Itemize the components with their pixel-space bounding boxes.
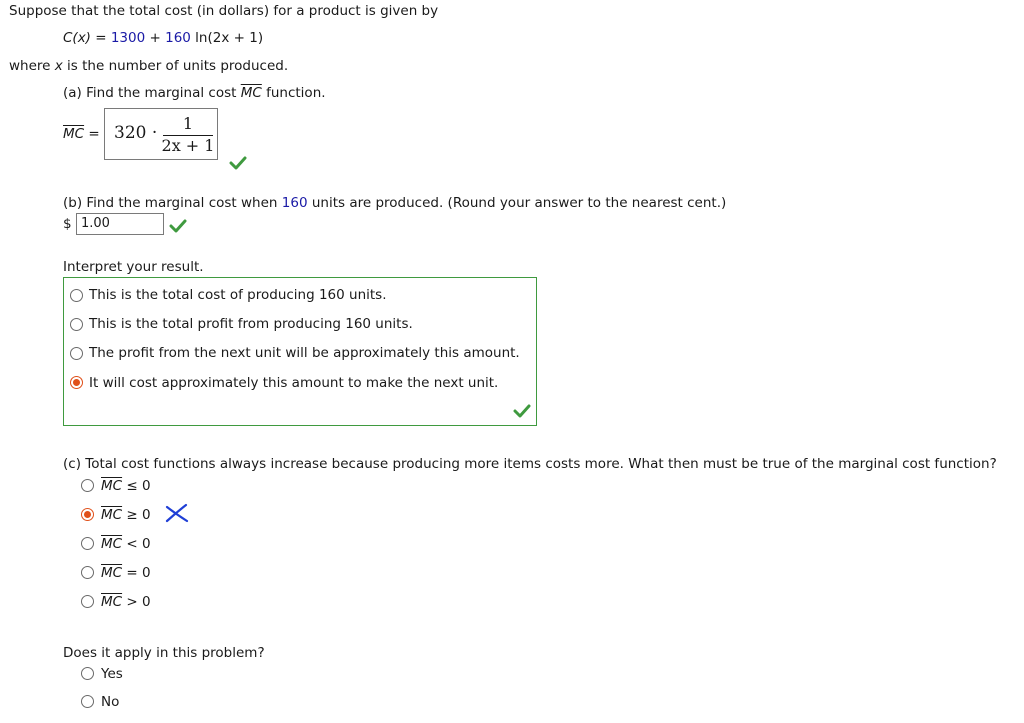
interpret-option-label: It will cost approximately this amount to make the next unit. <box>89 375 499 391</box>
correct-check-icon <box>513 404 531 418</box>
interpret-label: Interpret your result. <box>63 259 204 275</box>
answer-coefficient: 320 · <box>114 123 158 143</box>
answer-denominator: 2x + 1 <box>161 136 215 155</box>
mc-radio-ge-zero-selected[interactable] <box>81 508 94 521</box>
interpret-option-label: This is the total profit from producing 160 units. <box>89 316 413 332</box>
interpret-option-label: The profit from the next unit will be approximately this amount. <box>89 345 520 361</box>
interpret-radio-4-selected[interactable] <box>70 376 83 389</box>
mc-option-label: $\overline{MC} \le 0$ <box>101 478 151 494</box>
part-c-prompt: (c) Total cost functions always increase because producing more items costs more. What then must be true of the marginal cost function? <box>63 456 997 472</box>
part-b-prompt: (b) Find the marginal cost when 160 units are produced. (Round your answer to the nearest cent.) <box>63 195 727 211</box>
variable-definition: where x is the number of units produced. <box>9 58 289 74</box>
problem-statement: Suppose that the total cost (in dollars) for a product is given by <box>9 3 439 19</box>
part-a-prompt: (a) Find the marginal cost $\overline{MC}$ function. <box>63 85 326 101</box>
answer-numerator: 1 <box>182 114 194 133</box>
interpret-options-group <box>63 277 537 426</box>
marginal-cost-input[interactable]: 1.00 <box>76 213 164 235</box>
cost-function-formula: C(x) = 1300 + 160 ln(2x + 1) <box>63 30 264 46</box>
interpret-radio-2[interactable] <box>70 318 83 331</box>
interpret-radio-3[interactable] <box>70 347 83 360</box>
formula-coefficient: 160 <box>165 30 191 46</box>
mc-radio-le-zero[interactable] <box>81 479 94 492</box>
mc-option-label: $\overline{MC} \ge 0$ <box>101 507 151 523</box>
incorrect-x-icon <box>164 503 190 523</box>
mc-option-label: $\overline{MC} < 0$ <box>101 536 151 552</box>
correct-check-icon <box>169 219 187 233</box>
mc-label: $\overline{MC}$ = <box>63 126 100 142</box>
apply-radio-yes[interactable] <box>81 667 94 680</box>
apply-option-yes-label: Yes <box>101 666 123 682</box>
interpret-option-label: This is the total cost of producing 160 units. <box>89 287 387 303</box>
interpret-radio-1[interactable] <box>70 289 83 302</box>
correct-check-icon <box>229 156 247 170</box>
mc-radio-eq-zero[interactable] <box>81 566 94 579</box>
apply-radio-no[interactable] <box>81 695 94 708</box>
currency-symbol: $ <box>63 216 72 232</box>
apply-question: Does it apply in this problem? <box>63 645 265 661</box>
formula-constant: 1300 <box>110 30 146 46</box>
mc-answer-field[interactable] <box>104 108 218 160</box>
mc-radio-lt-zero[interactable] <box>81 537 94 550</box>
mc-option-label: $\overline{MC} = 0$ <box>101 565 151 581</box>
mc-option-label: $\overline{MC} > 0$ <box>101 594 151 610</box>
apply-option-no-label: No <box>101 694 120 710</box>
mc-radio-gt-zero[interactable] <box>81 595 94 608</box>
